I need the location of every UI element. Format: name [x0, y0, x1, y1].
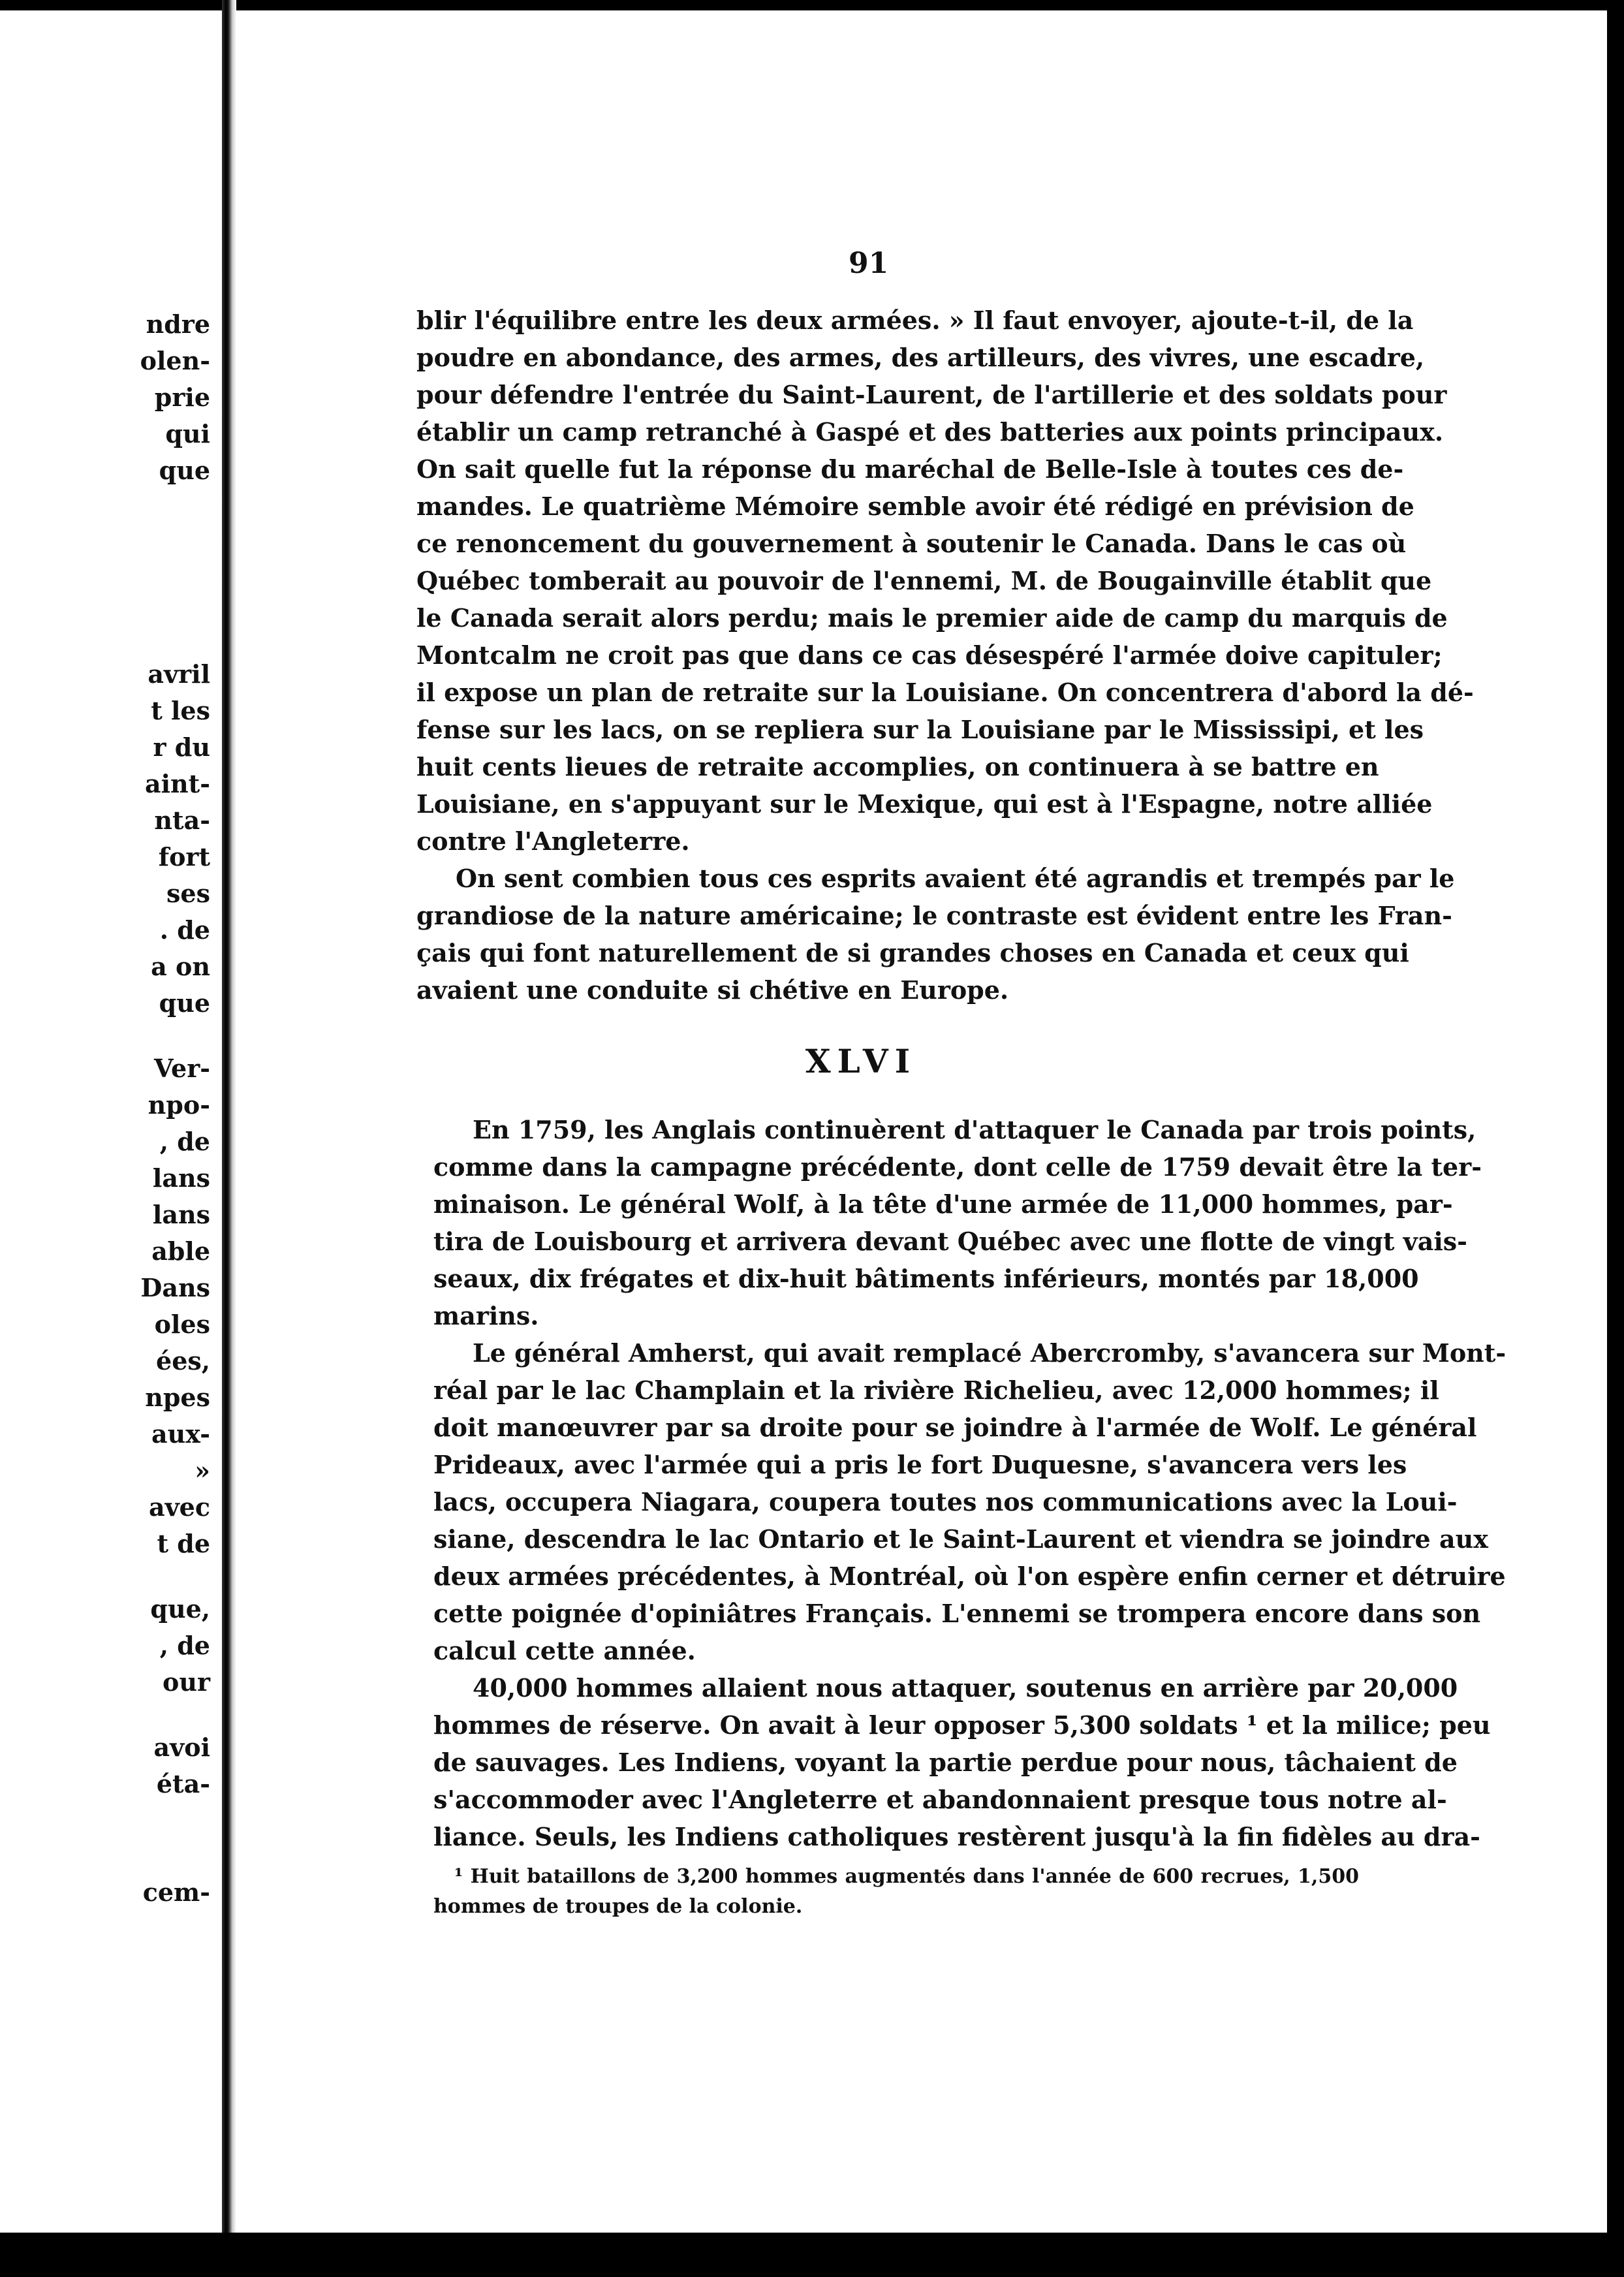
text-line: tira de Louisbourg et arrivera devant Québec avec une flotte de vingt vais-	[433, 1227, 1467, 1256]
scan-border-right	[1607, 0, 1624, 2277]
section-heading: XLVI	[805, 1042, 917, 1080]
text-line: deux armées précédentes, à Montréal, où l'on espère enfin cerner et détruire	[433, 1562, 1506, 1591]
left-fragment-line: , de	[159, 1631, 210, 1660]
footnote	[433, 1862, 1359, 1922]
text-line: mandes. Le quatrième Mémoire semble avoir été rédigé en prévision de	[416, 492, 1414, 521]
text-line: comme dans la campagne précédente, dont celle de 1759 devait être la ter-	[433, 1152, 1482, 1182]
text-line: contre l'Angleterre.	[416, 826, 690, 856]
left-fragment-line: fort	[158, 842, 210, 872]
text-line: hommes de réserve. On avait à leur opposer 5,300 soldats ¹ et la milice; peu	[433, 1710, 1491, 1740]
left-fragment-line: t de	[157, 1529, 210, 1558]
text-line: liance. Seuls, les Indiens catholiques restèrent jusqu'à la fin fidèles au dra-	[433, 1822, 1480, 1851]
text-line: Louisiane, en s'appuyant sur le Mexique, qui est à l'Espagne, notre alliée	[416, 789, 1433, 819]
text-line: çais qui font naturellement de si grandes choses en Canada et ceux qui	[416, 938, 1409, 967]
text-line: On sent combien tous ces esprits avaient été agrandis et trempés par le	[456, 864, 1455, 893]
left-fragment-line: aux-	[151, 1419, 210, 1449]
left-fragment-line: oles	[154, 1310, 210, 1339]
text-line: marins.	[433, 1301, 539, 1330]
left-fragment-line: avoi	[153, 1733, 210, 1762]
left-fragment-line: npo-	[148, 1090, 210, 1120]
text-line: s'accommoder avec l'Angleterre et abandonnaient presque tous notre al-	[433, 1785, 1447, 1814]
left-fragment-line: a on	[151, 952, 210, 981]
text-line: 40,000 hommes allaient nous attaquer, soutenus en arrière par 20,000	[473, 1673, 1458, 1703]
paragraph-5	[433, 1669, 1491, 1855]
left-fragment-line: cem-	[142, 1877, 210, 1907]
text-line: calcul cette année.	[433, 1636, 696, 1665]
text-line: le Canada serait alors perdu; mais le premier aide de camp du marquis de	[416, 603, 1448, 633]
scan-border-top	[0, 0, 1624, 10]
left-fragment-line: able	[151, 1236, 210, 1266]
footnote-line: hommes de troupes de la colonie.	[433, 1895, 803, 1918]
text-line: avaient une conduite si chétive en Europe.	[416, 975, 1009, 1005]
left-fragment-line: lans	[152, 1200, 210, 1229]
left-fragment-line: prie	[154, 383, 210, 412]
left-fragment-line: lans	[152, 1163, 210, 1193]
text-line: Prideaux, avec l'armée qui a pris le fort Duquesne, s'avancera vers les	[433, 1450, 1407, 1479]
left-fragment-line: t les	[151, 696, 210, 725]
text-line: huit cents lieues de retraite accomplies, on continuera à se battre en	[416, 752, 1379, 781]
text-line: lacs, occupera Niagara, coupera toutes nos communications avec la Loui-	[433, 1487, 1458, 1516]
text-line: doit manœuvrer par sa droite pour se joindre à l'armée de Wolf. Le général	[433, 1413, 1477, 1442]
left-fragment-line: olen-	[140, 346, 210, 375]
text-line: de sauvages. Les Indiens, voyant la partie perdue pour nous, tâchaient de	[433, 1748, 1458, 1777]
left-fragment-line: , de	[159, 1127, 210, 1156]
paragraph-4	[433, 1334, 1507, 1669]
left-fragment-line: ées,	[156, 1346, 210, 1375]
left-fragment-line: que	[159, 988, 210, 1018]
left-page-fragment	[0, 0, 215, 2233]
paragraph-1	[416, 302, 1474, 860]
page-number: 91	[849, 247, 889, 280]
text-line: blir l'équilibre entre les deux armées. » Il faut envoyer, ajoute-t-il, de la	[416, 306, 1414, 335]
left-fragment-line: npes	[145, 1383, 210, 1412]
left-fragment-line: que,	[150, 1594, 210, 1624]
left-fragment-line: our	[163, 1667, 210, 1697]
book-gutter	[222, 0, 236, 2233]
left-fragment-line: qui	[165, 419, 210, 448]
text-line: grandiose de la nature américaine; le contraste est évident entre les Fran-	[416, 901, 1452, 930]
left-fragment-line: Ver-	[154, 1054, 210, 1083]
text-line: Québec tomberait au pouvoir de l'ennemi, M. de Bougainville établit que	[416, 566, 1432, 595]
left-fragment-line: que	[159, 456, 210, 485]
text-block-bottom	[433, 1111, 1507, 1855]
text-line: ce renoncement du gouvernement à soutenir le Canada. Dans le cas où	[416, 529, 1407, 558]
text-line: seaux, dix frégates et dix-huit bâtiments inférieurs, montés par 18,000	[433, 1264, 1419, 1293]
left-fragment-line: »	[195, 1456, 210, 1485]
paragraph-2	[416, 860, 1455, 1009]
text-line: il expose un plan de retraite sur la Louisiane. On concentrera d'abord la dé-	[416, 678, 1474, 707]
left-fragment-line: éta-	[156, 1769, 210, 1798]
left-fragment-line: Dans	[140, 1273, 210, 1302]
paragraph-3	[433, 1111, 1482, 1334]
left-fragment-line: ndre	[146, 309, 210, 339]
left-fragment-line: ses	[166, 879, 210, 908]
text-line: fense sur les lacs, on se repliera sur la Louisiane par le Mississipi, et les	[416, 715, 1424, 744]
text-line: pour défendre l'entrée du Saint-Laurent, de l'artillerie et des soldats pour	[416, 380, 1447, 409]
text-line: réal par le lac Champlain et la rivière Richelieu, avec 12,000 hommes; il	[433, 1375, 1439, 1405]
text-line: établir un camp retranché à Gaspé et des batteries aux points principaux.	[416, 417, 1444, 447]
text-line: Montcalm ne croit pas que dans ce cas désespéré l'armée doive capituler;	[416, 640, 1443, 670]
left-fragment-line: avril	[148, 659, 210, 689]
left-fragment-line: avec	[148, 1492, 210, 1522]
text-line: poudre en abondance, des armes, des artilleurs, des vivres, une escadre,	[416, 343, 1425, 372]
text-line: minaison. Le général Wolf, à la tête d'une armée de 11,000 hommes, par-	[433, 1189, 1453, 1219]
left-fragment-line: r du	[153, 732, 210, 762]
footnote-line: ¹ Huit bataillons de 3,200 hommes augmentés dans l'année de 600 recrues, 1,500	[454, 1865, 1359, 1888]
left-fragment-line: aint-	[144, 769, 210, 798]
left-fragment-line: nta-	[154, 806, 210, 835]
text-block-top	[416, 302, 1474, 1009]
text-line: cette poignée d'opiniâtres Français. L'ennemi se trompera encore dans son	[433, 1599, 1481, 1628]
left-fragment-line: . de	[159, 915, 210, 945]
scan-border-bottom	[0, 2233, 1624, 2277]
text-line: Le général Amherst, qui avait remplacé Abercromby, s'avancera sur Mont-	[473, 1338, 1507, 1368]
text-line: En 1759, les Anglais continuèrent d'attaquer le Canada par trois points,	[473, 1115, 1476, 1144]
text-line: siane, descendra le lac Ontario et le Saint-Laurent et viendra se joindre aux	[433, 1524, 1488, 1554]
text-line: On sait quelle fut la réponse du maréchal de Belle-Isle à toutes ces de-	[416, 454, 1404, 484]
